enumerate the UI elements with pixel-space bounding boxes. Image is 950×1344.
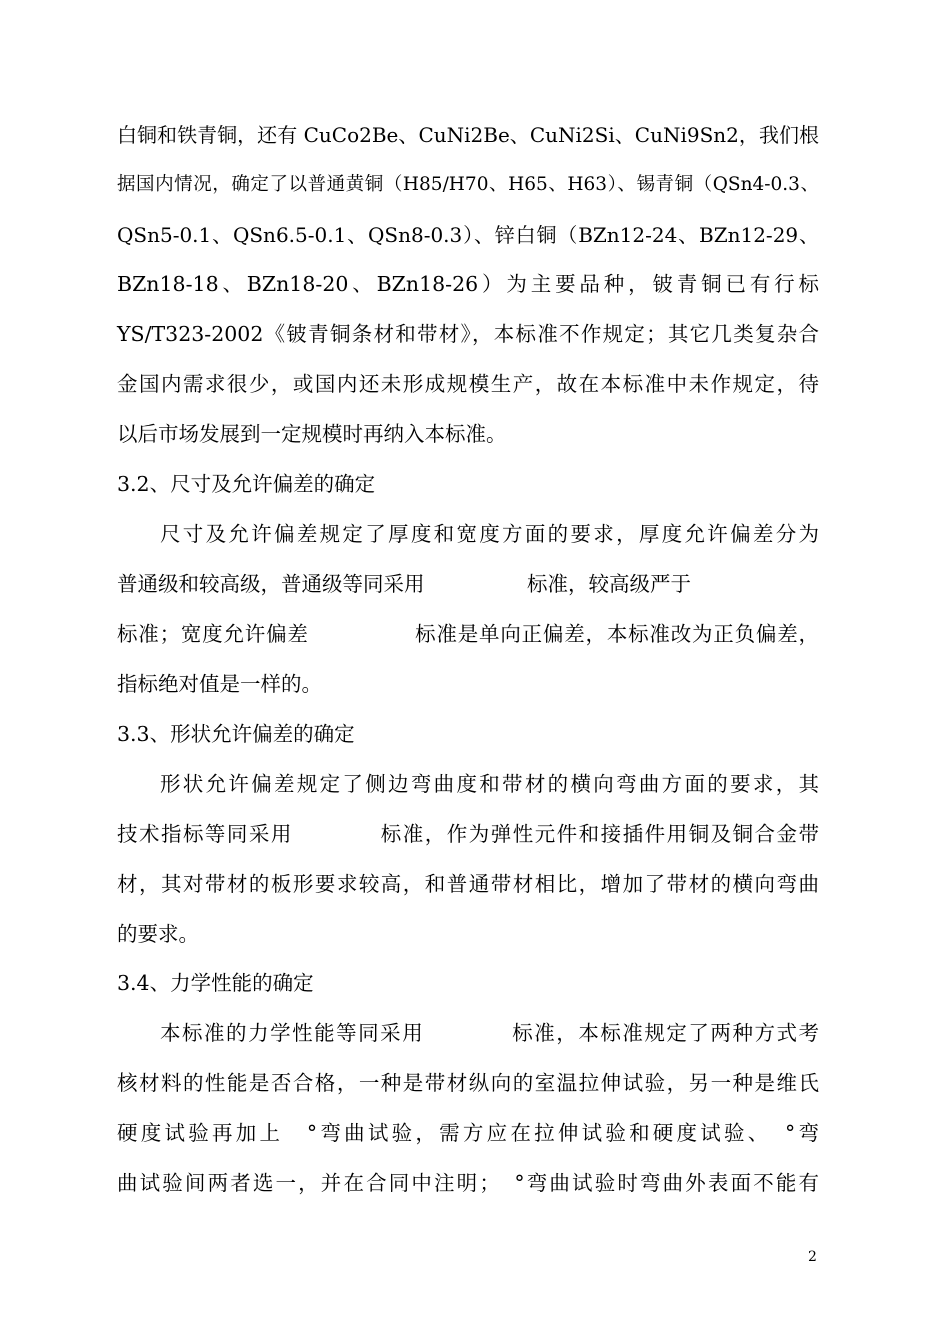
body-text-line: 技术指标等同采用 标准，作为弹性元件和接插件用铜及铜合金带 <box>117 822 819 846</box>
section-heading-3-2: 3.2、尺寸及允许偏差的确定 <box>117 472 376 496</box>
body-text-line: 标准；宽度允许偏差 标准是单向正偏差，本标准改为正负偏差， <box>117 622 819 646</box>
body-text-line: BZn18-18、BZn18-20、BZn18-26）为主要品种，铍青铜已有行标 <box>117 272 819 296</box>
body-text-line: QSn5-0.1、QSn6.5-0.1、QSn8-0.3）、锌白铜（BZn12-24、BZn12-29、 <box>117 223 819 247</box>
body-text-line: 本标准的力学性能等同采用 标准，本标准规定了两种方式考 <box>160 1021 819 1045</box>
body-text-line: 核材料的性能是否合格，一种是带材纵向的室温拉伸试验，另一种是维氏 <box>117 1071 819 1095</box>
page-number: 2 <box>808 1249 817 1265</box>
body-text-line: 形状允许偏差规定了侧边弯曲度和带材的横向弯曲方面的要求，其 <box>160 772 819 796</box>
body-text-line: 指标绝对值是一样的。 <box>117 672 322 696</box>
body-text-line: 曲试验间两者选一，并在合同中注明； °弯曲试验时弯曲外表面不能有 <box>117 1171 819 1195</box>
body-text-line: 尺寸及允许偏差规定了厚度和宽度方面的要求，厚度允许偏差分为 <box>160 522 819 546</box>
section-heading-3-3: 3.3、形状允许偏差的确定 <box>117 722 355 746</box>
body-text-line: 硬度试验再加上 °弯曲试验，需方应在拉伸试验和硬度试验、 °弯 <box>117 1121 819 1145</box>
body-text-line: YS/T323-2002《铍青铜条材和带材》，本标准不作规定；其它几类复杂合 <box>117 322 819 346</box>
body-text-line: 材，其对带材的板形要求较高，和普通带材相比，增加了带材的横向弯曲 <box>117 872 819 896</box>
body-text-line: 以后市场发展到一定规模时再纳入本标准。 <box>117 422 507 446</box>
body-text-line: 据国内情况，确定了以普通黄铜（H85/H70、H65、H63）、锡青铜（QSn4-0.3、 <box>117 174 819 195</box>
body-text-line: 的要求。 <box>117 922 199 946</box>
section-heading-3-4: 3.4、力学性能的确定 <box>117 971 314 995</box>
body-text-line: 金国内需求很少，或国内还未形成规模生产，故在本标准中未作规定，待 <box>117 372 819 396</box>
body-text-line: 普通级和较高级，普通级等同采用 标准，较高级严于 <box>117 572 691 596</box>
body-text-line: 白铜和铁青铜，还有 CuCo2Be、CuNi2Be、CuNi2Si、CuNi9Sn2，我们根 <box>117 123 819 147</box>
